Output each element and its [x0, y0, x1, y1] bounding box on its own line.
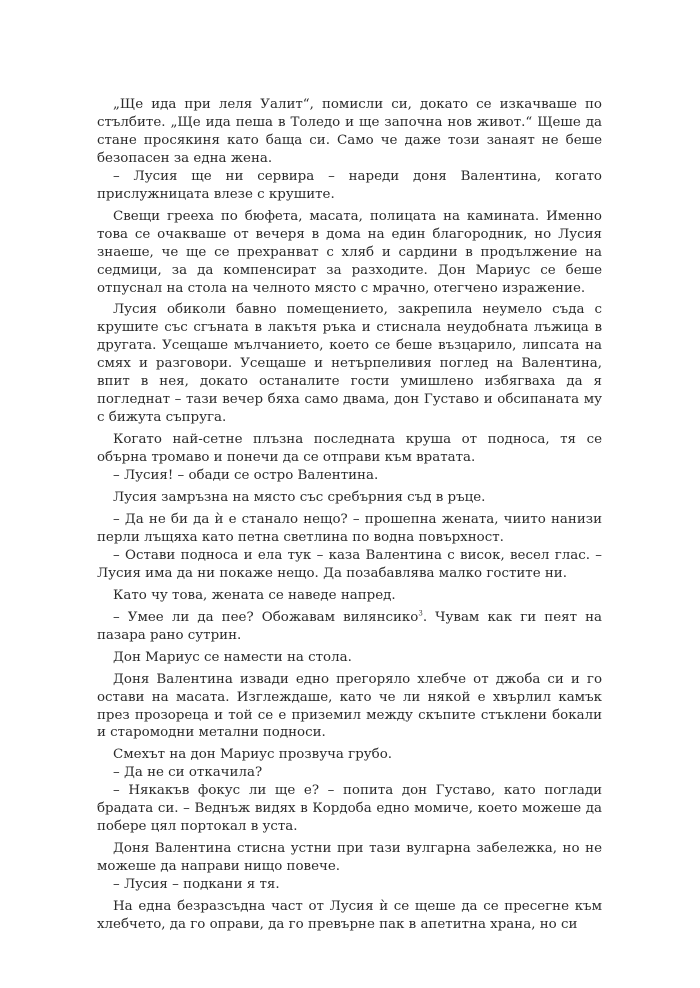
paragraph: – Лусия ще ни сервира – нареди доня Валентина, когато прислужницата влезе с крушите. [97, 168, 602, 202]
paragraph: Доня Валентина стисна устни при тази вулгарна забележка, но не можеше да направи нищо повече. [97, 841, 602, 875]
paragraph: Дон Мариус се намести на стола. [113, 649, 352, 665]
paragraph-text: . Чувам как ги пеят на пазара рано сутрин. [97, 609, 603, 643]
paragraph: Доня Валентина извади едно прегоряло хлебче от джоба си и го остави на масата. Изглеждаше, като че ли някой е хвърлил камък през прозореца и той се е приземил между скъпите стъклени бокали и старомодни метални подноси. [97, 671, 602, 741]
paragraph-text: – Умее ли да пее? Обожавам вилянсико [113, 609, 419, 625]
paragraph: – Да не си откачила? [113, 765, 263, 781]
paragraph [97, 609, 602, 645]
paragraph: Лусия обиколи бавно помещението, закрепила неумело съда с крушите със сгъната в лакътя ръка и стиснала неудобната лъжица в другата. Усещаше мълчанието, което се беше възцарило, липсата на смях и разговори. Усещаше и нетърпеливия поглед на Валентина, впит в нея, докато останалите гости умишлено избягваха да я погледнат – тази вечер бяха само двама, дон Густаво и обсипаната му с бижута съпруга. [97, 302, 602, 426]
paragraph: – Остави подноса и ела тук – каза Валентина с висок, весел глас. – Лусия има да ни покаже нещо. Да позабавлява малко гостите ни. [97, 547, 602, 581]
paragraph: Когато най-сетне плъзна последната круша от подноса, тя се обърна тромаво и понечи да се отправи към вратата. [97, 432, 602, 466]
paragraph: Смехът на дон Мариус прозвуча грубо. [113, 747, 393, 763]
paragraph: – Да не би да ѝ е станало нещо? – прошепна жената, чиито нанизи перли лъщяха като петна светлина по водна повърхност. [97, 511, 602, 545]
paragraph: На една безразсъдна част от Лусия ѝ се щеше да се пресегне към хлебчето, да го оправи, да го превърне пак в апетитна храна, но си [97, 899, 602, 932]
paragraph: Като чу това, жената се наведе напред. [113, 587, 396, 603]
body-text [97, 96, 602, 934]
paragraph: Лусия замръзна на място със сребърния съд в ръце. [113, 490, 486, 506]
paragraph: – Някакъв фокус ли ще е? – попита дон Густаво, като поглади брадата си. – Веднъж видях в Кордоба едно момиче, което можеше да побере цял портокал в уста. [97, 783, 602, 835]
paragraph: Свещи грееха по бюфета, масата, полицата на камината. Именно това се очакваше от вечеря в дома на един благородник, но Лусия знаеше, че ще се прехранват с хляб и сардини в продължение на седмици, за да компенсират за разходите. Дон Мариус се беше отпуснал на стола на челното място с мрачно, отегчено изражение. [97, 208, 602, 296]
paragraph: – Лусия – подкани я тя. [113, 877, 280, 893]
paragraph: „Ще ида при леля Уалит“, помисли си, докато се изкачваше по стълбите. „Ще ида пеша в Толедо и ще започна нов живот.“ Щеше да стане просякиня като баща си. Само че даже този занаят не беше безопасен за една жена. [97, 97, 602, 166]
paragraph: – Лусия! – обади се остро Валентина. [113, 468, 379, 484]
footnote-marker: 3 [418, 609, 423, 618]
